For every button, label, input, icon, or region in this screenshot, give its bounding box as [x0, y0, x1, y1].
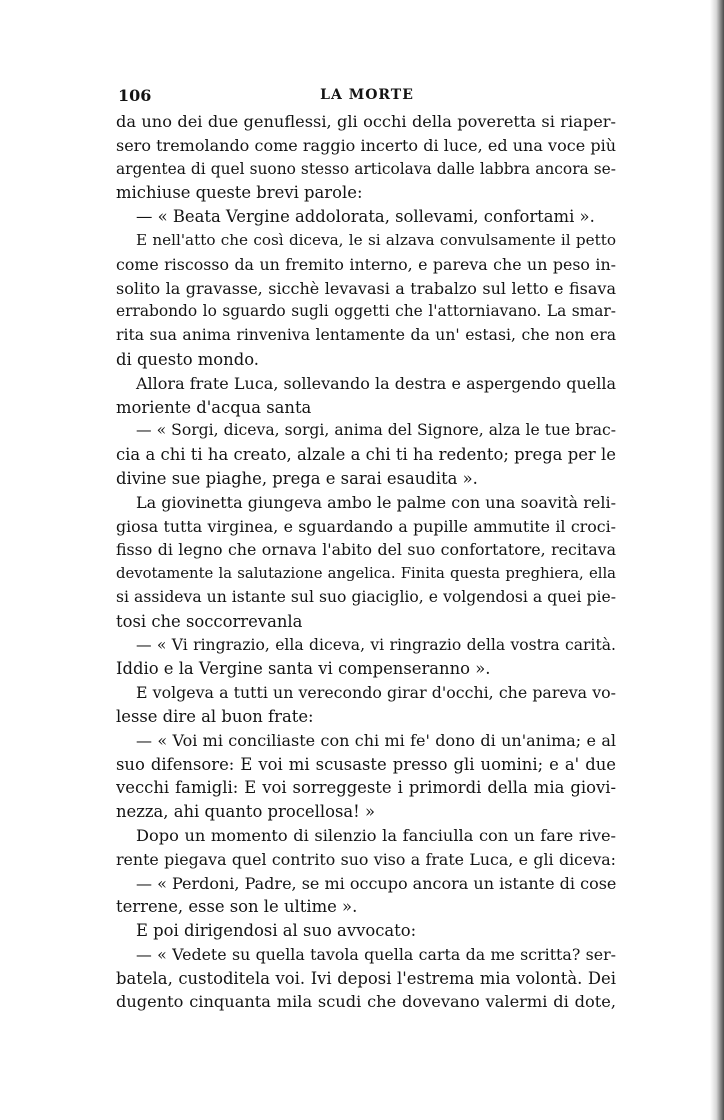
text-line: solito la gravasse, sicchè levavasi a trabalzo sul letto e fisava [116, 278, 616, 298]
text-line: di questo mondo. [116, 349, 260, 369]
text-line: lesse dire al buon frate: [116, 706, 314, 726]
text-line: E volgeva a tutti un verecondo girar d'occhi, che pareva vo- [136, 683, 616, 703]
text-line: vecchi famigli: E voi sorreggeste i primordi della mia giovi- [116, 778, 616, 798]
text-line: — « Sorgi, diceva, sorgi, anima del Signore, alza le tue brac- [136, 421, 616, 440]
text-line: terrene, esse son le ultime ». [116, 897, 358, 917]
text-line: batela, custoditela voi. Ivi deposi l'estrema mia volontà. Dei [116, 968, 616, 988]
text-line: Iddio e la Vergine santa vi compenseranno ». [116, 659, 491, 679]
text-line: La giovinetta giungeva ambo le palme con una soavità reli- [136, 492, 616, 512]
text-line: michiuse queste brevi parole: [116, 183, 363, 203]
body-text [116, 110, 616, 1014]
text-line: cia a chi ti ha creato, alzale a chi ti ha redento; prega per le [116, 445, 616, 465]
text-line: nezza, ahi quanto procellosa! » [116, 802, 375, 822]
text-line: giosa tutta virginea, e sguardando a pupille ammutite il croci- [116, 516, 616, 536]
text-line: argentea di quel suono stesso articolava dalle labbra ancora se- [116, 159, 616, 178]
text-line: — « Vedete su quella tavola quella carta da me scritta? ser- [136, 944, 616, 964]
text-line: Dopo un momento di silenzio la fanciulla con un fare rive- [136, 825, 616, 845]
running-title: LA MORTE [320, 87, 414, 103]
text-line: sero tremolando come raggio incerto di luce, ed una voce più [116, 135, 616, 155]
text-line: da uno dei due genuflessi, gli occhi della poveretta si riaper- [116, 112, 616, 131]
text-line: E nell'atto che così diceva, le si alzava convulsamente il petto [136, 230, 616, 249]
page-number: 106 [118, 86, 152, 105]
text-line: errabondo lo sguardo sugli oggetti che l'attorniavano. La smar- [116, 302, 616, 321]
text-line: — « Beata Vergine addolorata, sollevami, confortami ». [136, 207, 595, 227]
text-line: dugento cinquanta mila scudi che dovevano valermi di dote, [116, 992, 616, 1012]
page-header [118, 86, 616, 108]
text-line: si assideva un istante sul suo giaciglio, e volgendosi a quei pie- [116, 587, 616, 606]
text-line: — « Voi mi conciliaste con chi mi fe' dono di un'anima; e al [136, 730, 616, 750]
text-line: come riscosso da un fremito interno, e pareva che un peso in- [116, 254, 616, 274]
page-edge-shadow [710, 0, 724, 1120]
text-line: rente piegava quel contrito suo viso a frate Luca, e gli diceva: [116, 849, 616, 869]
text-line: moriente d'acqua santa [116, 397, 312, 417]
text-line: E poi dirigendosi al suo avvocato: [136, 921, 417, 941]
text-line: fisso di legno che ornava l'abito del suo confortatore, recitava [116, 540, 616, 560]
text-line: Allora frate Luca, sollevando la destra e aspergendo quella [136, 373, 616, 393]
text-line: suo difensore: E voi mi scusaste presso gli uomini; e a' due [116, 754, 616, 774]
text-line: rita sua anima rinveniva lentamente da un' estasi, che non era [116, 326, 616, 345]
text-line: divine sue piaghe, prega e sarai esaudita ». [116, 468, 478, 488]
text-line: tosi che soccorrevanla [116, 611, 303, 631]
text-line: — « Vi ringrazio, ella diceva, vi ringrazio della vostra carità. [136, 635, 616, 654]
text-line: devotamente la salutazione angelica. Finita questa preghiera, ella [116, 565, 616, 583]
text-line: — « Perdoni, Padre, se mi occupo ancora un istante di cose [136, 873, 616, 893]
